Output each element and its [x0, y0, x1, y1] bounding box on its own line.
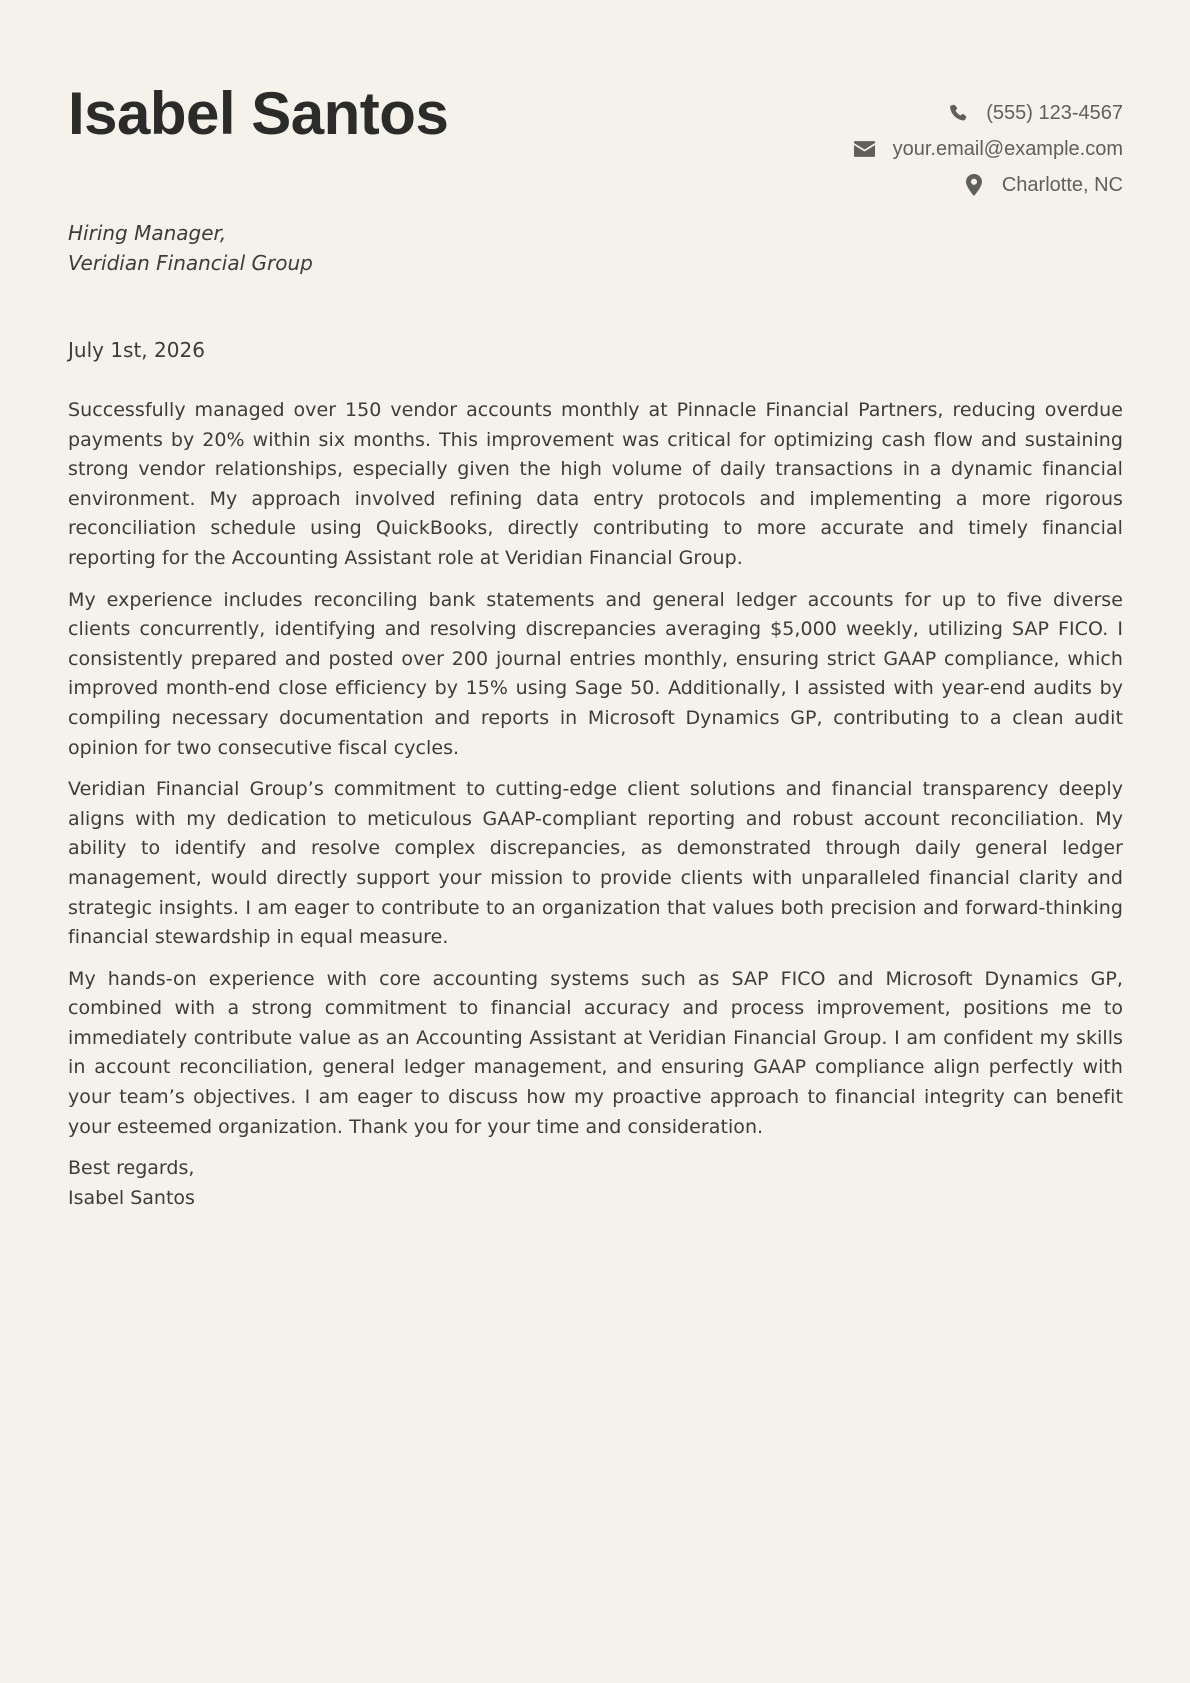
cover-letter-page: [68, 0, 1123, 1683]
recipient-title: Hiring Manager,: [68, 221, 227, 245]
envelope-icon: [851, 138, 879, 160]
letter-date: July 1st, 2026: [68, 338, 205, 362]
body-paragraph-2: My experience includes reconciling bank statements and general ledger accounts for up to five diverse clients concurrently, identifying and resolving discrepancies averaging $5,000 weekly, utilizing SAP FICO. I consistently prepared and posted over 200 journal entries monthly, ensuring strict GAAP compliance, which improved month-end close efficiency by 15% using Sage 50. Additionally, I assisted with year-end audits by compiling necessary documentation and reports in Microsoft Dynamics GP, contributing to a clean audit opinion for two consecutive fiscal cycles.: [68, 588, 1123, 759]
email-address: your.email@example.com: [892, 137, 1123, 160]
closing-salutation: Best regards,: [68, 1157, 195, 1180]
contact-email: [851, 131, 1123, 167]
contact-info: [851, 95, 1123, 203]
letter-header: [68, 0, 1123, 200]
closing-block: [68, 1154, 1123, 1213]
body-paragraph-4: My hands-on experience with core accounting systems such as SAP FICO and Microsoft Dynamics GP, combined with a strong commitment to financial accuracy and process improvement, positions me to immediately contribute value as an Accounting Assistant at Veridian Financial Group. I am confident my skills in account reconciliation, general ledger management, and ensuring GAAP compliance align perfectly with your team’s objectives. I am eager to discuss how my proactive approach to financial integrity can benefit your esteemed organization. Thank you for your time and consideration.: [68, 967, 1123, 1138]
body-paragraph-3: Veridian Financial Group’s commitment to cutting-edge client solutions and financial transparency deeply aligns with my dedication to meticulous GAAP-compliant reporting and robust account reconciliation. My ability to identify and resolve complex discrepancies, as demonstrated through daily general ledger management, would directly support your mission to provide clients with unparalleled financial clarity and strategic insights. I am eager to contribute to an organization that values both precision and forward-thinking financial stewardship in equal measure.: [68, 778, 1123, 949]
recipient-company: Veridian Financial Group: [68, 251, 313, 275]
contact-phone: [851, 95, 1123, 131]
phone-number: (555) 123-4567: [986, 101, 1123, 124]
applicant-name: Isabel Santos: [68, 80, 449, 147]
letter-body: [68, 396, 1123, 1213]
map-pin-icon: [960, 174, 988, 196]
closing-signature: Isabel Santos: [68, 1186, 195, 1209]
body-paragraph-1: Successfully managed over 150 vendor accounts monthly at Pinnacle Financial Partners, reducing overdue payments by 20% within six months. This improvement was critical for optimizing cash flow and sustaining strong vendor relationships, especially given the high volume of daily transactions in a dynamic financial environment. My approach involved refining data entry protocols and implementing a more rigorous reconciliation schedule using QuickBooks, directly contributing to more accurate and timely financial reporting for the Accounting Assistant role at Veridian Financial Group.: [68, 399, 1123, 569]
phone-icon: [944, 102, 972, 124]
recipient-block: [68, 218, 313, 278]
contact-location: [851, 167, 1123, 203]
location: Charlotte, NC: [1001, 173, 1123, 196]
